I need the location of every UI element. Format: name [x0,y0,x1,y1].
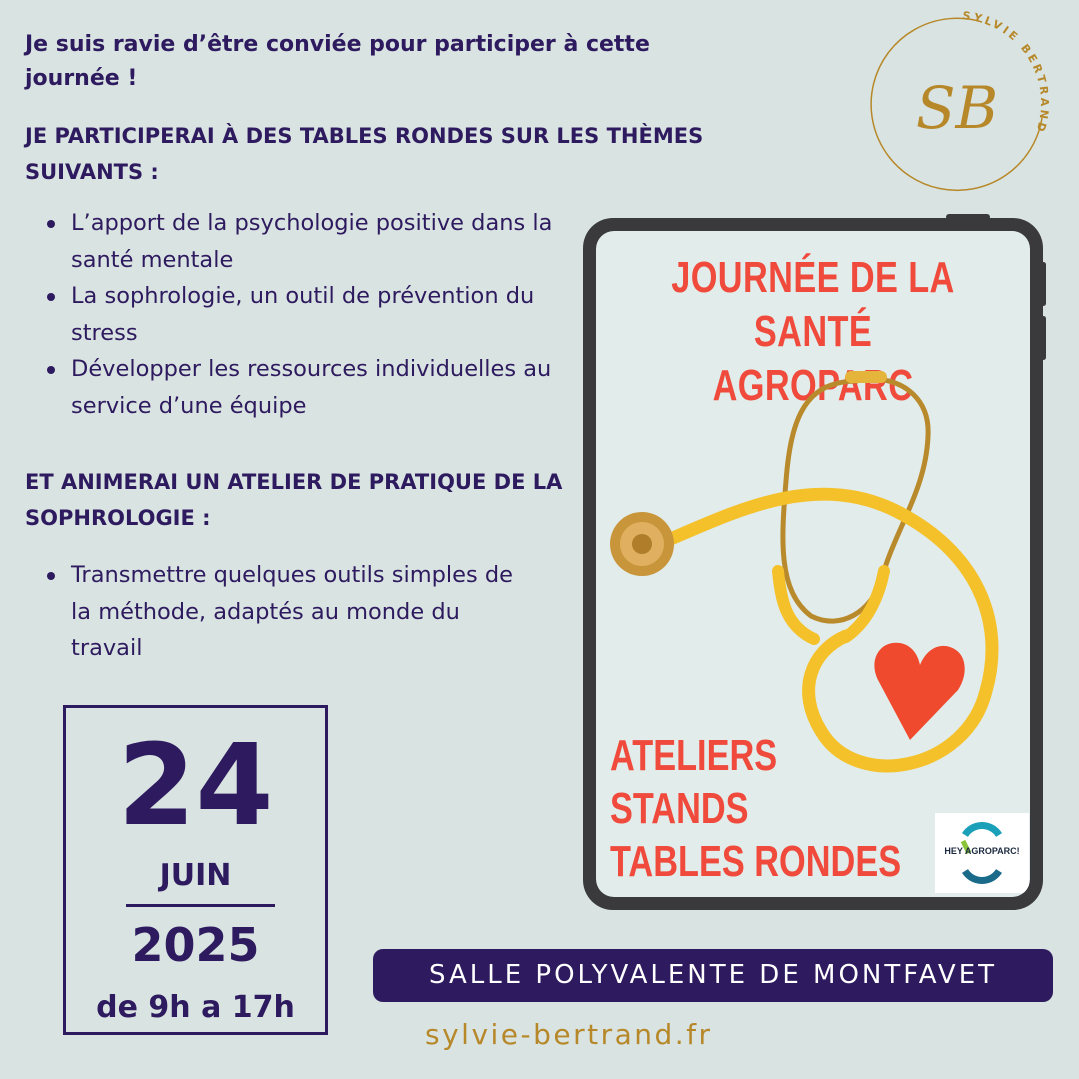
poster-activities [610,729,901,888]
tablet-button [1041,316,1046,360]
tablet-button [946,214,990,220]
poster-item: STANDS [610,784,749,833]
workshop-list [45,557,525,667]
event-day: 24 [117,721,274,851]
intro-text: Je suis ravie d’être conviée pour participer à cette journée ! [25,32,650,91]
event-month: JUIN [159,858,232,893]
event-hours: de 9h a 17h [96,990,295,1025]
sylvie-bertrand-logo [862,8,1052,198]
list-item: La sophrologie, un outil de prévention du stress [45,278,565,351]
poster-item: TABLES RONDES [610,837,902,886]
poster-item: ATELIERS [610,731,778,780]
list-item: Transmettre quelques outils simples de la méthode, adaptés au monde du travail [45,557,525,667]
themes-list [45,205,565,424]
event-year: 2025 [131,918,260,972]
logo-monogram: SB [915,74,999,142]
poster-title-line2: AGROPARC [712,361,914,410]
workshop-heading: ET ANIMERAI UN ATELIER DE PRATIQUE DE LA SOPHROLOGIE : [25,470,563,530]
hey-agroparc-logo [935,813,1029,893]
poster-screen [596,231,1030,897]
poster-title-line1: JOURNÉE DE LA SANTÉ [671,253,955,356]
list-item: L’apport de la psychologie positive dans la santé mentale [45,205,565,278]
tablet-button [1041,262,1046,306]
list-item: Développer les ressources individuelles au service d’une équipe [45,351,565,424]
website-link[interactable]: sylvie-bertrand.fr [425,1018,713,1051]
venue-banner: SALLE POLYVALENTE DE MONTFAVET [373,949,1053,1002]
date-divider [126,904,275,907]
round-tables-heading: JE PARTICIPERAI À DES TABLES RONDES SUR LES THÈMES SUIVANTS : [25,124,704,184]
partner-logo-text: HEY AGROPARC! [944,846,1020,856]
event-date-box [63,705,328,1035]
logo-ring-text: SYLVIE BERTRAND [961,9,1052,136]
